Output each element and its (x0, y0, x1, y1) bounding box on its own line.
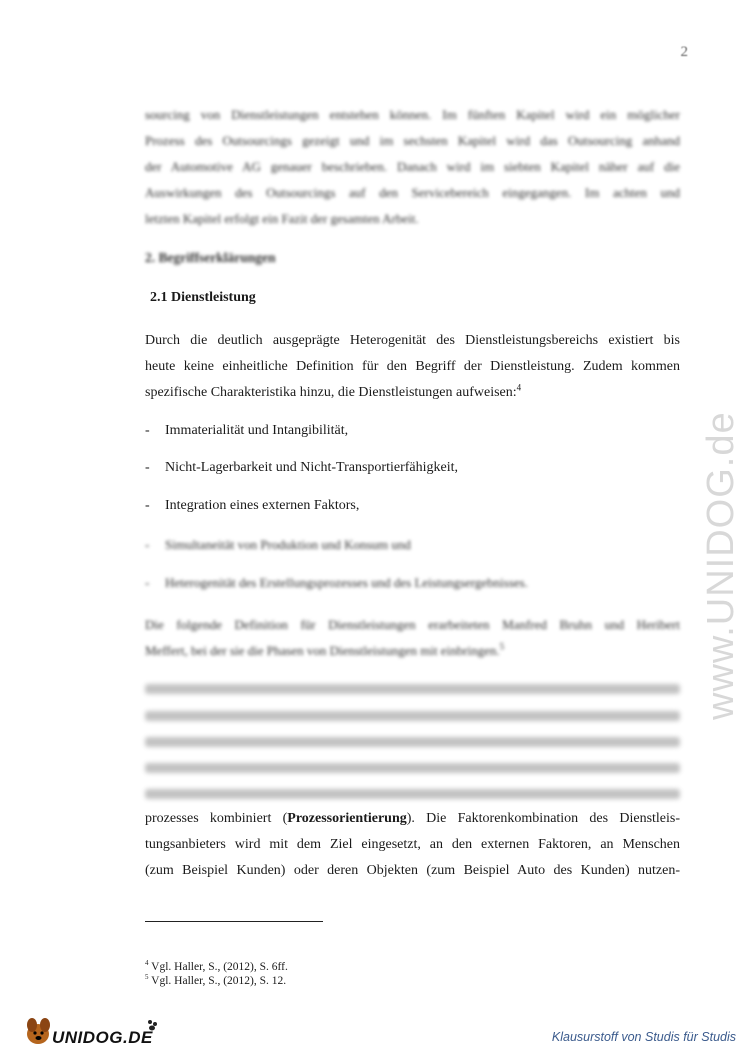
logo-text: UNIDOG.DE (52, 1028, 153, 1047)
footnote-ref: 5 (499, 641, 505, 652)
text-line: der Automotive AG genauer beschrieben. Danach wird im siebten Kapitel näher auf die (145, 159, 680, 174)
list-item (145, 537, 411, 553)
text-run: prozesses kombiniert ( (145, 811, 288, 826)
list-item-text: Heterogenität des Erstellungsprozesses und des Leistungsergebnisses. (165, 575, 528, 590)
list-item (145, 575, 528, 591)
footnote (145, 960, 288, 974)
footnote-text: Vgl. Haller, S., (2012), S. 12. (151, 975, 287, 987)
list-item (145, 498, 359, 514)
bullet-dash: - (145, 575, 150, 590)
bullet-dash: - (145, 498, 150, 513)
text-run: ). Die Faktorenkombination des Dienstleis- (406, 811, 681, 826)
quote-continuation (145, 806, 680, 884)
text-line (145, 806, 680, 832)
list-item (145, 423, 348, 439)
watermark: www.UNIDOG.de (700, 411, 742, 720)
page-number: 2 (680, 44, 688, 60)
blurred-text-line (145, 763, 680, 773)
text-line: Auswirkungen des Outsourcings auf den Servicebereich eingegangen. Im achten und (145, 185, 680, 200)
text-line-content: Meffert, bei der sie die Phasen von Dienstleistungen mit einbringen. (145, 643, 500, 658)
footnote-text: Vgl. Haller, S., (2012), S. 6ff. (151, 961, 288, 973)
text-line: heute keine einheitliche Definition für den Begriff der Dienstleistung. Zudem kommen (145, 359, 680, 374)
blurred-text-line (145, 711, 680, 721)
footnote (145, 974, 286, 988)
footnote-ref: 4 (516, 382, 522, 393)
footnote-number: 5 (145, 973, 149, 982)
list-item (145, 460, 458, 476)
text-line-content: spezifische Charakteristika hinzu, die Dienstleistungen aufweisen: (145, 385, 517, 400)
bold-term: Prozessorientierung (287, 811, 407, 826)
text-line: (zum Beispiel Kunden) oder deren Objekten (zum Beispiel Auto des Kunden) nutzen- (145, 863, 680, 878)
text-line: Prozess des Outsourcings gezeigt und im sechsten Kapitel wird das Outsourcing anhand (145, 133, 680, 148)
blurred-text-line (145, 737, 680, 747)
footnote-number: 4 (145, 959, 149, 968)
text-line (145, 380, 680, 406)
text-line: Die folgende Definition für Dienstleistungen erarbeiteten Manfred Bruhn und Heribert (145, 617, 680, 632)
blurred-text-line (145, 789, 680, 799)
section-heading: 2. Begriffserklärungen (145, 250, 276, 265)
list-item-text: Nicht-Lagerbarkeit und Nicht-Transportierfähigkeit, (165, 460, 459, 475)
subsection-heading: 2.1 Dienstleistung (150, 290, 256, 305)
text-line: sourcing von Dienstleistungen entstehen können. Im fünften Kapitel wird ein möglicher (145, 107, 680, 122)
text-line: Durch die deutlich ausgeprägte Heterogenität des Dienstleistungsbereichs existiert bis (145, 333, 680, 348)
blurred-definition-lead (145, 612, 680, 664)
text-line: letzten Kapitel erfolgt ein Fazit der gesamten Arbeit. (145, 211, 419, 226)
blurred-intro-paragraph (145, 102, 680, 232)
text-line (145, 638, 680, 664)
bullet-dash: - (145, 537, 150, 552)
paragraph-definition-intro (145, 328, 680, 406)
bullet-dash: - (145, 423, 150, 438)
blurred-text-line (145, 684, 680, 694)
bullet-dash: - (145, 460, 150, 475)
list-item-text: Simultaneität von Produktion und Konsum und (165, 537, 411, 552)
text-line: tungsanbieters wird mit dem Ziel eingesetzt, an den externen Faktoren, an Menschen (145, 837, 680, 852)
footnote-divider (145, 921, 323, 922)
list-item-text: Integration eines externen Faktors, (165, 498, 360, 513)
footer-tagline: Klausurstoff von Studis für Studis (551, 1030, 736, 1044)
list-item-text: Immaterialität und Intangibilität, (165, 423, 349, 438)
